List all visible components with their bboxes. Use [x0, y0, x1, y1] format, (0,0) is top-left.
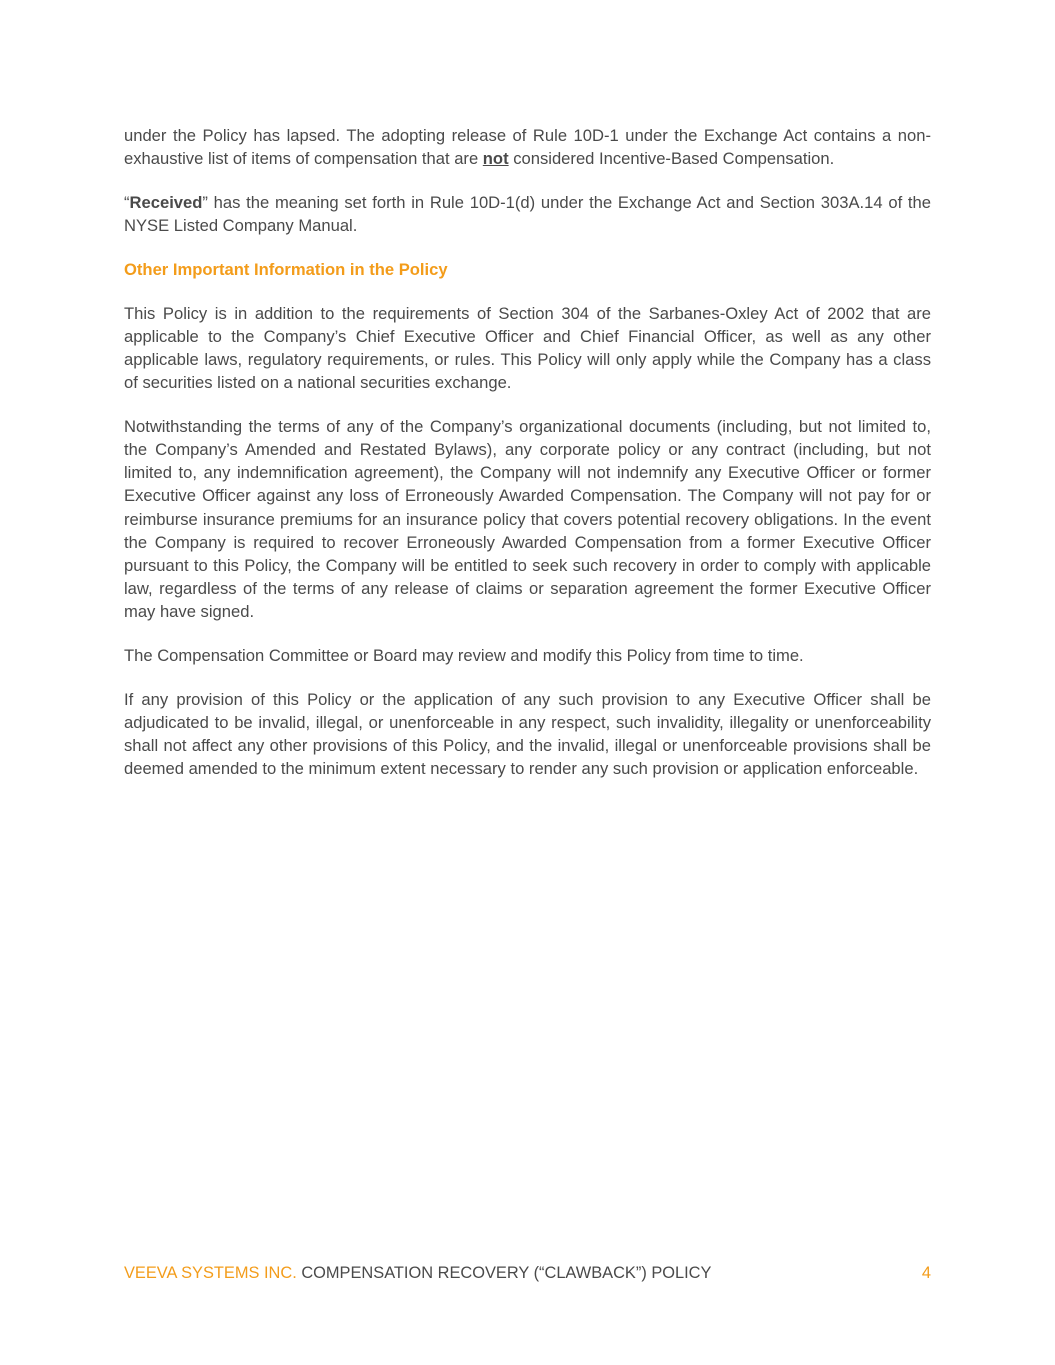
paragraph-text: considered Incentive-Based Compensation. [508, 149, 835, 169]
defined-term-received: Received [129, 192, 203, 212]
footer-policy-title: COMPENSATION RECOVERY (“CLAWBACK”) POLICY [296, 1264, 712, 1282]
paragraph-indemnification: Notwithstanding the terms of any of the Company’s organizational documents (including, but not limited to, the Company’s Amended and Restated Bylaws), any corporate policy or any contract (including, but not limited to, any indemnification agreement), the Company will not indemnify any Executive Officer or former Executive Officer against any loss of Erroneously Awarded Compensation. The Company will not pay for or reimburse insurance premiums for an insurance policy that covers potential recovery obligations. In the event the Company is required to recover Erroneously Awarded Compensation from a former Executive Officer pursuant to this Policy, the Company will be entitled to seek such recovery in order to comply with applicable law, regardless of the terms of any release of claims or separation agreement the former Executive Officer may have signed. [124, 416, 931, 622]
page-footer [124, 1262, 931, 1284]
open-quote: “ [124, 192, 130, 212]
paragraph-severability: If any provision of this Policy or the application of any such provision to any Executive Officer shall be adjudicated to be invalid, illegal, or unenforceable in any respect, such invalidity, illegality or unenforceability shall not affect any other provisions of this Policy, and the invalid, illegal or unenforceable provisions shall be deemed amended to the minimum extent necessary to render any such provision or application enforceable. [124, 689, 931, 779]
emphasis-not: not [482, 149, 509, 169]
section-heading: Other Important Information in the Policy [124, 259, 448, 279]
footer-company-name: VEEVA SYSTEMS INC. [124, 1264, 297, 1282]
paragraph-sarbanes-oxley: This Policy is in addition to the requirements of Section 304 of the Sarbanes-Oxley Act of 2002 that are applicable to the Company’s Chief Executive Officer and Chief Financial Officer, as well as any other applicable laws, regulatory requirements, or rules. This Policy will only apply while the Company has a class of securities listed on a national securities exchange. [124, 303, 931, 393]
footer-title-block [124, 1262, 711, 1284]
page-number: 4 [921, 1264, 931, 1282]
paragraph-received-definition [124, 191, 931, 237]
paragraph-compensation-exclusions [124, 124, 931, 170]
paragraph-review-modify: The Compensation Committee or Board may review and modify this Policy from time to time. [124, 646, 804, 666]
paragraph-text: under the Policy has lapsed. The adopting release of Rule 10D-1 under the Exchange Act contains a non-exhaustive list of items of compensation that are [124, 126, 931, 169]
page-body [124, 124, 931, 801]
paragraph-text: ” has the meaning set forth in Rule 10D-1(d) under the Exchange Act and Section 303A.14 of the NYSE Listed Company Manual. [124, 192, 931, 236]
